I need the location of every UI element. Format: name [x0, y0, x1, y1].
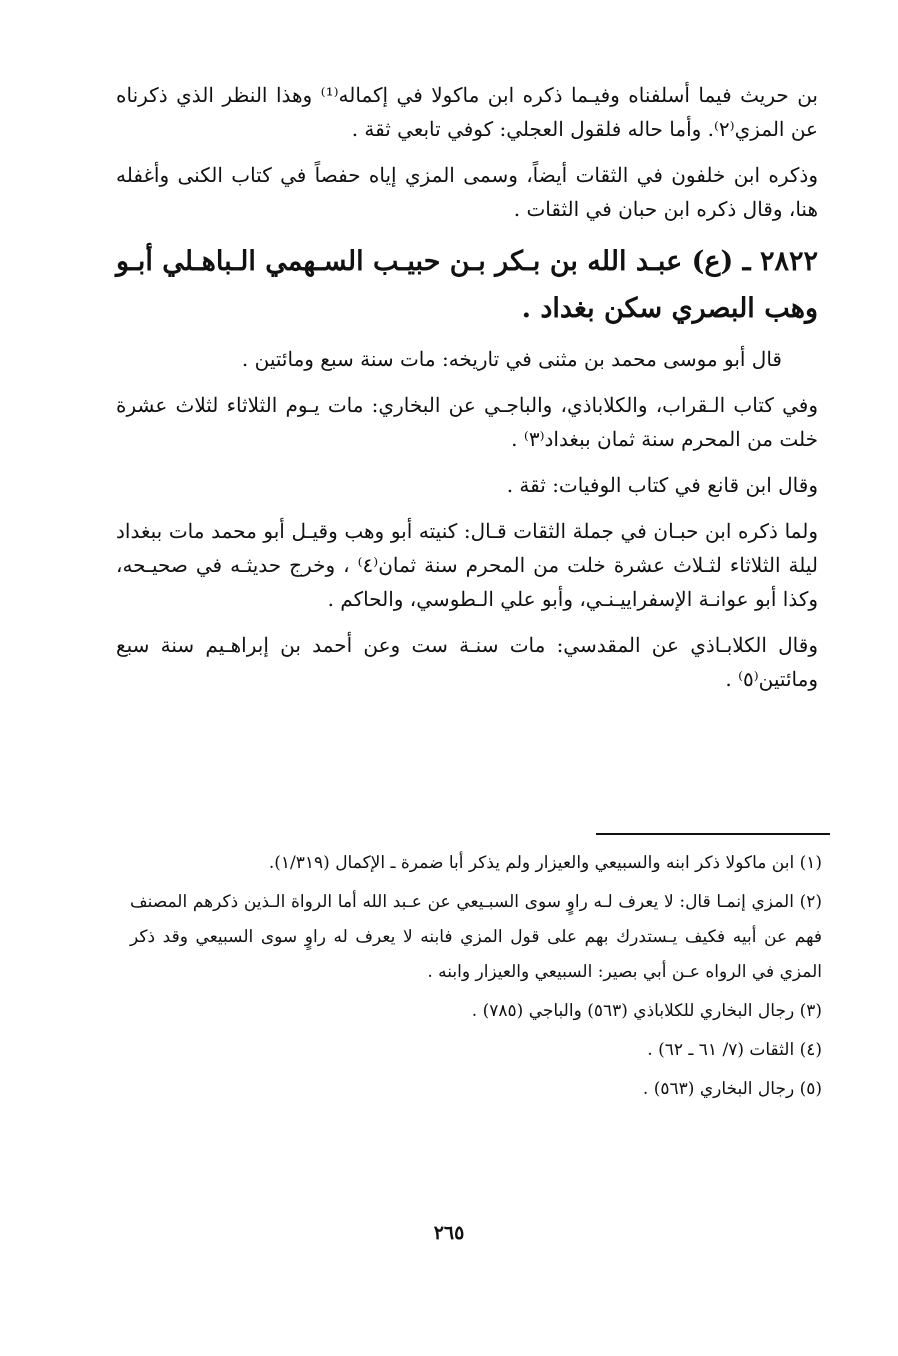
entry-heading: ٢٨٢٢ ـ (ع) عبـد الله بن بـكر بـن حبيـب السـهمي الـباهـلي أبـو وهب البصري سكن بغداد . [116, 246, 818, 324]
footnotes [130, 846, 822, 1111]
footnote: (٤) الثقات (٧/ ٦١ ـ ٦٢) . [647, 1040, 822, 1060]
paragraph: وفي كتاب الـقراب، والكلاباذي، والباجـي عن البخاري: مات يـوم الثلاثاء لثلاث عشرة خلت من المحرم سنة ثمان ببغداد⁽٣⁾ . [116, 393, 818, 451]
main-text [116, 78, 818, 708]
paragraph: وقال الكلابـاذي عن المقدسي: مات سنـة ست وعن أحمد بن إبراهـيم سنة سبع ومائتين⁽٥⁾ . [116, 633, 818, 691]
footnote: (٢) المزي إنمـا قال: لا يعرف لـه راوٍ سوى السبـيعي عن عـبد الله أما الرواة الـذين ذكرهم المصنف فهم عن أبيه فكيف يـستدرك بهم على قول المزي فابنه لا يعرف له راوٍ سوى السبيعي وقد ذكر المزي في الرواه عـن أبي بصير: السبيعي والعيزار وابنه . [130, 892, 822, 982]
paragraph: ولما ذكره ابن حبـان في جملة الثقات قـال: كنيته أبو وهب وقيـل أبو محمد مات ببغداد ليلة الثلاثاء لثـلاث عشرة خلت من المحرم سنة ثمان⁽٤⁾ ، وخرج حديثـه في صحيـحه، وكذا أبو عوانـة الإسفراييـنـي، وأبو علي الـطوسي، والحاكم . [116, 519, 818, 611]
page-number: ٢٦٥ [433, 1222, 465, 1244]
paragraph: بن حريث فيما أسلفناه وفيـما ذكره ابن ماكولا في إكماله⁽¹⁾ وهذا النظر الذي ذكرناه عن المزي⁽٢⁾. وأما حاله فلقول العجلي: كوفي تابعي ثقة . [116, 83, 818, 141]
footnote: (١) ابن ماكولا ذكر ابنه والسبيعي والعيزار ولم يذكر أبا ضمرة ـ الإكمال (١/٣١٩). [268, 853, 822, 873]
footnote-separator [596, 833, 830, 835]
footnote: (٣) رجال البخاري للكلاباذي (٥٦٣) والباجي (٧٨٥) . [471, 1001, 822, 1021]
paragraph: وذكره ابن خلفون في الثقات أيضاً، وسمى المزي إياه حفصاً في كتاب الكنى وأغفله هنا، وقال ذكره ابن حبان في الثقات . [116, 163, 819, 221]
paragraph: وقال ابن قانع في كتاب الوفيات: ثقة . [506, 473, 818, 497]
paragraph: قال أبو موسى محمد بن مثنى في تاريخه: مات سنة سبع ومائتين . [241, 347, 782, 371]
footnote: (٥) رجال البخاري (٥٦٣) . [642, 1079, 822, 1099]
